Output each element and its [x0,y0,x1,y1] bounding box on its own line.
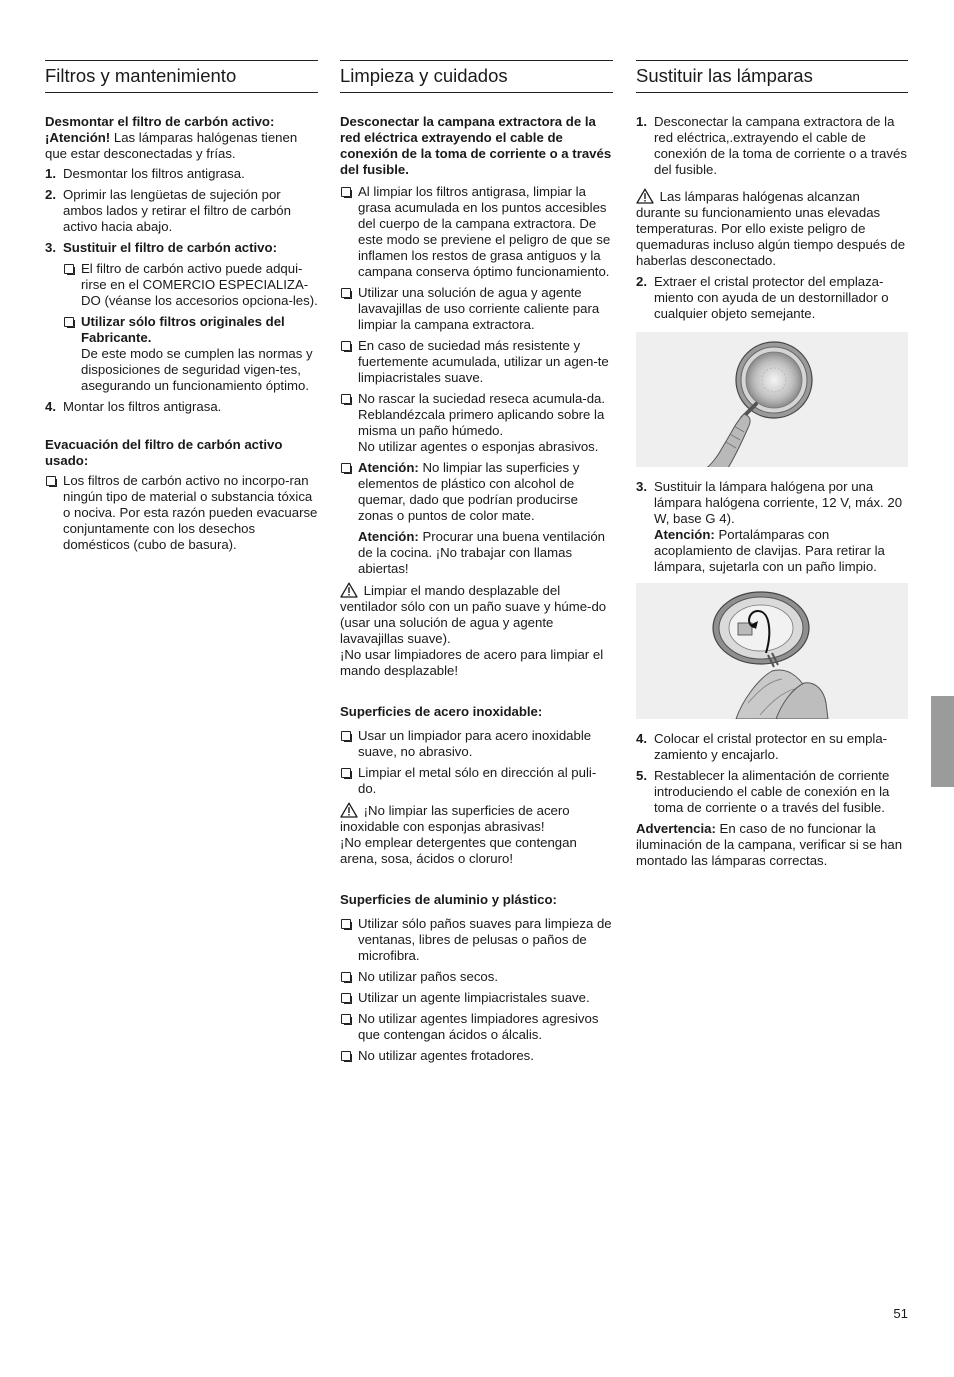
step-item: 5. Restablecer la alimentación de corriente introduciendo el cable de conexión en la toma de corriente o a través del fusible. [636,768,890,815]
checkbox-item: Utilizar un agente limpiacristales suave. [340,990,613,1006]
lamp-steps-3 [636,479,908,575]
warning-slider: Limpiar el mando desplazable del ventilador sólo con un paño suave y húme-do (usar una solución de agua y agente lavavajillas suave). ¡No usar limpiadores de acero para limpiar el mando desplazable! [340,583,607,678]
checkbox-icon [341,394,351,404]
step-item: 4. Montar los filtros antigrasa. [45,399,222,414]
ventilation-note: Atención: Procurar una buena ventilación de la cocina. ¡No trabajar con llamas abiertas! [358,529,606,576]
warning-icon [340,802,358,818]
chapter-tab [931,696,954,787]
step-item: 1. Desconectar la campana extractora de la red eléctrica,.extrayendo el cable de conexión de la toma de corriente o a través del fusible. [636,114,907,177]
section-title: Sustituir las lámparas [636,60,908,93]
subheading-stainless: Superficies de acero inoxidable: [340,704,543,719]
checkbox-icon [341,919,351,929]
page-number: 51 [893,1306,908,1321]
step-item: 1. Desmontar los filtros antigrasa. [45,166,245,181]
checkbox-item: Limpiar el metal sólo en dirección al puli-do. [340,765,613,797]
column-cleaning [340,60,613,1069]
checkbox-item: El filtro de carbón activo puede adqui-rirse en el COMERCIO ESPECIALIZA-DO (véanse los accesorios opciona-les). [63,261,318,309]
subheading-remove-filter: Desmontar el filtro de carbón activo: [45,114,275,129]
subheading-aluminium: Superficies de aluminio y plástico: [340,892,557,907]
attention-label: ¡Atención! [45,130,111,145]
figure-remove-cover [636,332,908,467]
section-title: Filtros y mantenimiento [45,60,318,93]
disposal-list [45,473,318,553]
checkbox-item: No utilizar agentes limpiadores agresivos que contengan ácidos o álcalis. [340,1011,613,1043]
checkbox-icon [46,476,56,486]
attention-text: Las lámparas halógenas tienen que estar desconectadas y frías. [45,130,298,161]
step-item: 4. Colocar el cristal protector en su empla-zamiento y encajarlo. [636,731,888,762]
warning-stainless: ¡No limpiar las superficies de acero inoxidable con esponjas abrasivas! ¡No emplear detergentes que contengan arena, sosa, ácidos o cloruro! [340,803,577,866]
step-item: 3. Sustituir el filtro de carbón activo: El filtro de carbón activo puede adqui-rirse en el COMERCIO ESPECIALIZA-DO (véanse los accesorios opciona-les). Utilizar sólo filtros originales del Fabricante. De este modo se cumplen las normas y disposiciones de seguridad vigen-tes, asegurando un funcionamiento óptimo. [45,240,318,393]
checkbox-icon [64,317,74,327]
steps-list [45,166,318,415]
column-lamps [636,60,908,873]
step3-sublist [63,261,318,394]
advice-note: Advertencia: En caso de no funcionar la iluminación de la campana, verificar si se han montado las lámparas correctas. [636,821,903,868]
checkbox-icon [341,187,351,197]
disconnect-notice: Desconectar la campana extractora de la red eléctrica extrayendo el cable de conexión de la toma de corriente o a través del fusible. [340,114,612,177]
checkbox-item: Usar un limpiador para acero inoxidable suave, no abrasivo. [340,728,613,760]
checkbox-item: No utilizar paños secos. [340,969,613,985]
figure-replace-lamp [636,583,908,719]
checkbox-item: No utilizar agentes frotadores. [340,1048,613,1064]
checkbox-icon [341,993,351,1003]
column-filters [45,60,318,558]
step-item: 2. Extraer el cristal protector del emplaza-miento con ayuda de un destornillador o cualquier objeto semejante. [636,274,889,321]
checkbox-item: Al limpiar los filtros antigrasa, limpiar la grasa acumulada en los puntos accesibles del cuerpo de la campana extractora. De este modo se previene el peligro de que se inflamen los restos de grasa antiguos y la campana conserva óptimo funcionamiento. [340,184,613,280]
checkbox-icon [341,1014,351,1024]
checkbox-icon [341,768,351,778]
subheading-disposal: Evacuación del filtro de carbón activo usado: [45,437,283,468]
checkbox-icon [64,264,74,274]
section-title: Limpieza y cuidados [340,60,613,93]
lamp-steps-1 [636,114,908,178]
warning-hot-lamps: Las lámparas halógenas alcanzan durante su funcionamiento unas elevadas temperaturas. Por ello existe peligro de quemaduras incluso algún tiempo después de haberlas desconectado. [636,189,906,268]
checkbox-item: Atención: No limpiar las superficies y elementos de plástico con alcohol de quemar, dado que podrían producirse zonas o puntos de color mate. Atención: Procurar una buena ventilación de la cocina. ¡No trabajar con llamas abiertas! [340,460,613,577]
aluminium-list [340,916,613,1064]
checkbox-icon [341,1051,351,1061]
screwdriver-illustration [636,332,908,467]
checkbox-item: Utilizar una solución de agua y agente lavavajillas de uso corriente caliente para limpiar la campana extractora. [340,285,613,333]
checkbox-item: En caso de suciedad más resistente y fuertemente acumulada, utilizar un agen-te limpiacristales suave. [340,338,613,386]
attention-note [45,130,318,162]
warning-icon [636,188,654,204]
lamp-steps-4 [636,731,908,816]
checkbox-item: Utilizar sólo paños suaves para limpieza de ventanas, libres de pelusas o paños de microfibra. [340,916,613,964]
checkbox-item: No rascar la suciedad reseca acumula-da. Reblandézcala primero aplicando sobre la misma un paño húmedo. No utilizar agentes o esponjas abrasivos. [340,391,613,455]
checkbox-icon [341,972,351,982]
step-item: 2. Oprimir las lengüetas de sujeción por ambos lados y retirar el filtro de carbón activo hacia abajo. [45,187,291,234]
checkbox-item: Utilizar sólo filtros originales del Fabricante. De este modo se cumplen las normas y disposiciones de seguridad vigen-tes, asegurando un funcionamiento óptimo. [63,314,318,394]
checkbox-icon [341,731,351,741]
stainless-list [340,728,613,797]
warning-icon [340,582,358,598]
lamp-replacement-illustration [636,583,908,719]
checkbox-item: Los filtros de carbón activo no incorpo-ran ningún tipo de material o substancia tóxica o nociva. Por esta razón pueden evacuarse conjuntamente con los desechos domésticos (cubo de basura). [45,473,318,553]
checkbox-icon [341,341,351,351]
cleaning-list [340,184,613,577]
step-item: 3. Sustituir la lámpara halógena por una lámpara halógena corriente, 12 V, máx. 20 W, base G 4). Atención: Portalámparas con acoplamiento de clavijas. Para retirar la lámpara, sujetarla con un paño limpio. [636,479,903,574]
checkbox-icon [341,463,351,473]
lamp-steps-2 [636,274,908,322]
checkbox-icon [341,288,351,298]
